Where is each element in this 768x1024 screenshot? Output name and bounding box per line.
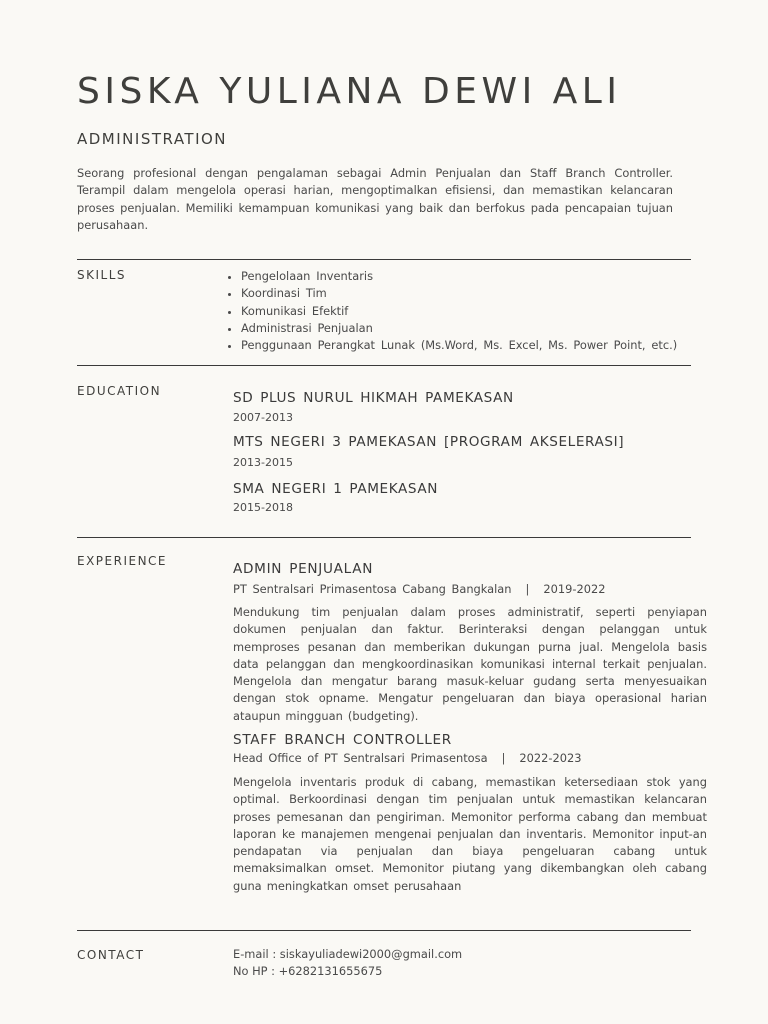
candidate-role: ADMINISTRATION <box>77 130 228 148</box>
skill-item: Koordinasi Tim <box>227 285 707 302</box>
job-description: Mengelola inventaris produk di cabang, memastikan ketersediaan stok yang optimal. Berkoordinasi dengan tim penjualan untuk memastikan kelancaran proses pemesanan dan pengiriman. Memonitor performa cabang dan membuat laporan ke manajemen mengenai penjualan dan inventaris. Memonitor input-an pendapatan via penjualan dan biaya pengeluaran cabang untuk memaksimalkan omset. Memonitor piutang yang dikembangkan oleh cabang guna meningkatkan omset perusahaan <box>233 775 707 893</box>
skill-item: Administrasi Penjualan <box>227 320 707 337</box>
job-company-line <box>233 582 605 596</box>
profile-summary: Seorang profesional dengan pengalaman sebagai Admin Penjualan dan Staff Branch Controller. Terampil dalam mengelola operasi harian, mengoptimalkan efisiensi, dan memastikan kelancaran proses penjualan. Memiliki kemampuan komunikasi yang baik dan berfokus pada pencapaian tujuan perusahaan. <box>77 166 673 232</box>
contact-phone: No HP : +6282131655675 <box>233 964 383 978</box>
education-years: 2015-2018 <box>233 501 293 514</box>
education-school: SD PLUS NURUL HIKMAH PAMEKASAN <box>233 390 514 406</box>
job-title: ADMIN PENJUALAN <box>233 561 374 577</box>
education-school: SMA NEGERI 1 PAMEKASAN <box>233 481 439 497</box>
education-years: 2013-2015 <box>233 456 293 469</box>
skill-item: Pengelolaan Inventaris <box>227 268 707 285</box>
job-years: 2022-2023 <box>519 751 582 765</box>
skills-list <box>227 268 707 354</box>
divider <box>77 365 691 366</box>
divider <box>77 259 691 260</box>
skill-item: Penggunaan Perangkat Lunak (Ms.Word, Ms. Excel, Ms. Power Point, etc.) <box>227 337 707 354</box>
education-years: 2007-2013 <box>233 411 293 424</box>
contact-section-title: CONTACT <box>77 948 145 962</box>
candidate-name: SISKA YULIANA DEWI ALI <box>77 71 622 112</box>
job-years: 2019-2022 <box>543 582 606 596</box>
job-title: STAFF BRANCH CONTROLLER <box>233 732 452 748</box>
skill-item: Komunikasi Efektif <box>227 303 707 320</box>
divider <box>77 930 691 931</box>
divider <box>77 537 691 538</box>
skills-section-title: SKILLS <box>77 268 127 282</box>
contact-email: E-mail : siskayuliadewi2000@gmail.com <box>233 947 463 961</box>
job-description: Mendukung tim penjualan dalam proses administratif, seperti penyiapan dokumen penjualan dan faktur. Berinteraksi dengan pelanggan untuk memproses pesanan dan memberikan dukungan purna jual. Mengelola basis data pelanggan dan mengkoordinasikan komunikasi internal terkait penjualan. Mengelola dan mengatur barang masuk-keluar gudang serta menyesuaikan dengan stok opname. Mengatur pengeluaran dan biaya operasional harian ataupun mingguan (budgeting). <box>233 605 707 723</box>
job-company-line <box>233 751 582 765</box>
job-separator: | <box>501 751 506 765</box>
education-school: MTS NEGERI 3 PAMEKASAN [PROGRAM AKSELERASI] <box>233 434 625 450</box>
job-company: Head Office of PT Sentralsari Primasentosa <box>233 751 488 765</box>
education-section-title: EDUCATION <box>77 384 162 398</box>
job-company: PT Sentralsari Primasentosa Cabang Bangkalan <box>233 582 512 596</box>
experience-section-title: EXPERIENCE <box>77 554 168 568</box>
job-separator: | <box>525 582 530 596</box>
